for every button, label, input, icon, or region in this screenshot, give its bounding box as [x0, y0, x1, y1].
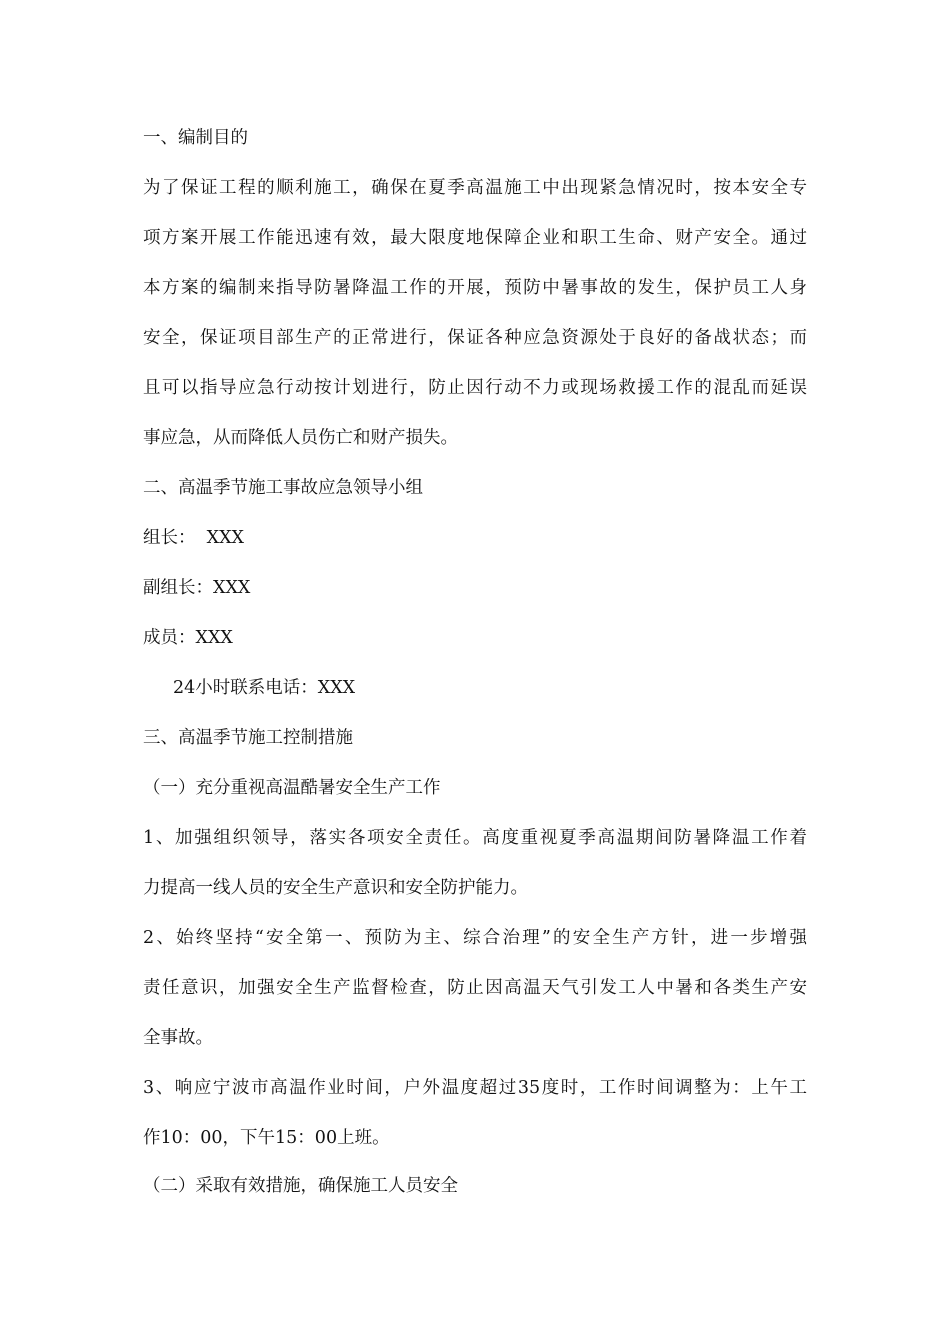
contact-phone: 24小时联系电话：XXX [173, 678, 356, 698]
paragraph-line: 力提高一线人员的安全生产意识和安全防护能力。 [143, 878, 528, 898]
heading-control-measures: 三、高温季节施工控制措施 [143, 728, 353, 748]
heading-purpose: 一、编制目的 [143, 128, 248, 148]
subheading-1: （一）充分重视高温酷暑安全生产工作 [143, 778, 441, 798]
subheading-2: （二）采取有效措施，确保施工人员安全 [143, 1176, 458, 1196]
paragraph-line: 且可以指导应急行动按计划进行，防止因行动不力或现场救援工作的混乱而延误 [143, 378, 807, 398]
paragraph-line: 项方案开展工作能迅速有效，最大限度地保障企业和职工生命、财产安全。通过 [143, 228, 807, 248]
group-members: 成员：XXX [143, 628, 233, 648]
paragraph-line: 3、响应宁波市高温作业时间，户外温度超过35度时，工作时间调整为：上午工 [143, 1078, 807, 1098]
paragraph-line: 本方案的编制来指导防暑降温工作的开展，预防中暑事故的发生，保护员工人身 [143, 278, 807, 298]
paragraph-line: 为了保证工程的顺利施工，确保在夏季高温施工中出现紧急情况时，按本安全专 [143, 178, 807, 198]
paragraph-line: 安全，保证项目部生产的正常进行，保证各种应急资源处于良好的备战状态；而 [143, 328, 807, 348]
paragraph-line: 责任意识，加强安全生产监督检查，防止因高温天气引发工人中暑和各类生产安 [143, 978, 807, 998]
paragraph-line: 事应急，从而降低人员伤亡和财产损失。 [143, 428, 458, 448]
deputy-group-leader: 副组长：XXX [143, 578, 251, 598]
paragraph-line: 1、加强组织领导，落实各项安全责任。高度重视夏季高温期间防暑降温工作着 [143, 828, 807, 848]
paragraph-line: 全事故。 [143, 1028, 213, 1048]
paragraph-line: 作10：00，下午15：00上班。 [143, 1128, 390, 1148]
paragraph-line: 2、始终坚持“安全第一、预防为主、综合治理”的安全生产方针，进一步增强 [143, 928, 807, 948]
heading-leadership-group: 二、高温季节施工事故应急领导小组 [143, 478, 423, 498]
group-leader: 组长： XXX [143, 528, 245, 548]
